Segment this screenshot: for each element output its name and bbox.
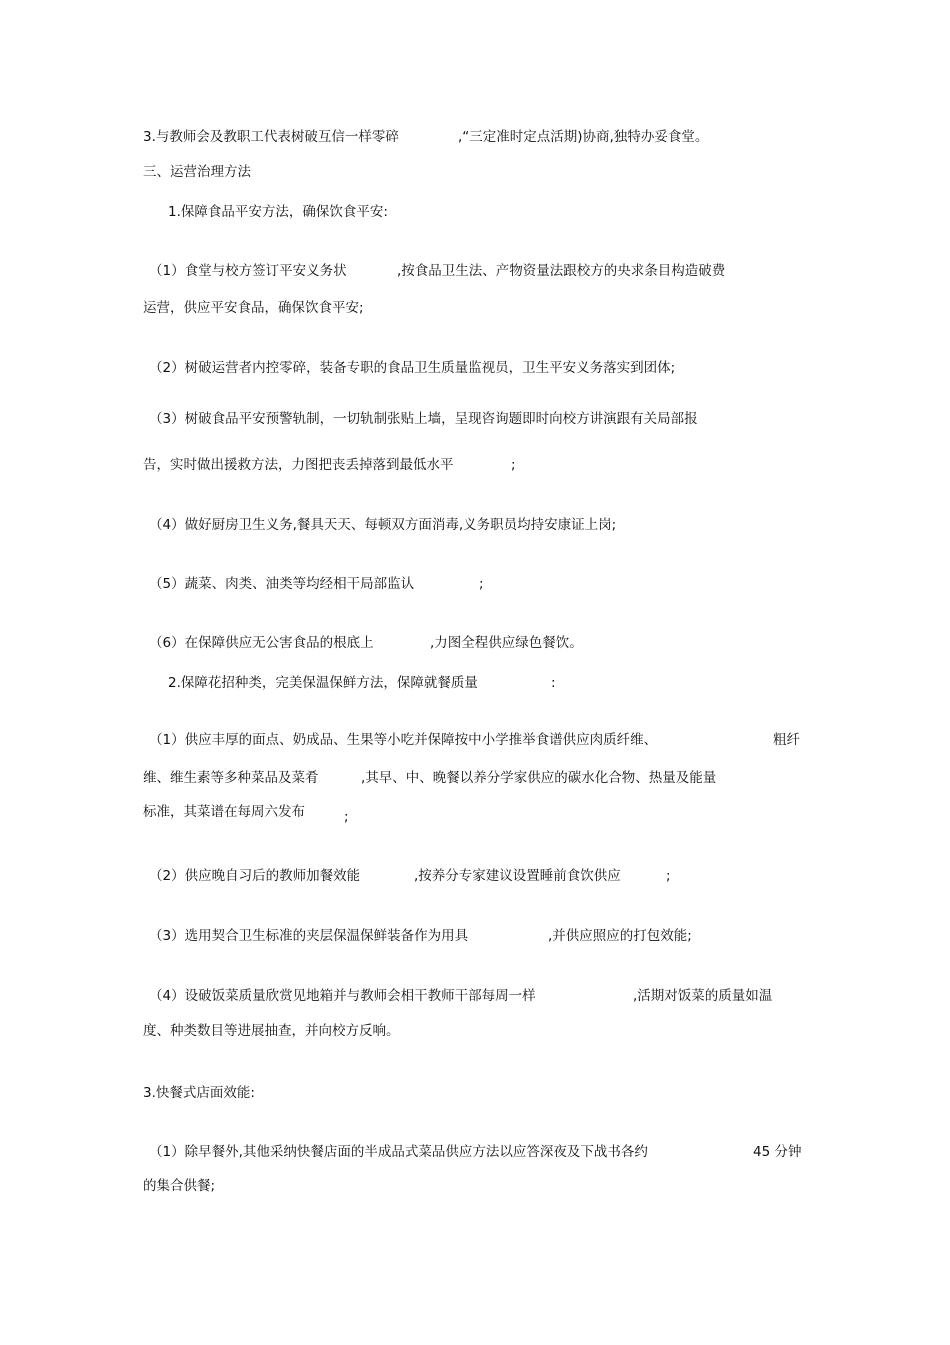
text-segment: ,按食品卫生法、产物资量法跟校方的央求条目构造破费: [397, 263, 726, 279]
text-segment: 3.与教师会及教职工代表树破互信一样零碎: [143, 129, 399, 145]
text-segment: （6）在保障供应无公害食品的根底上: [149, 635, 374, 651]
text-segment: ;: [666, 868, 671, 884]
text-segment: 45 分钟: [753, 1144, 802, 1160]
text-segment: 运营，供应平安食品，确保饮食平安;: [143, 300, 364, 316]
text-segment: 维、维生素等多种菜品及菜肴: [143, 770, 319, 786]
text-segment: 度、种类数目等进展抽查，并向校方反响。: [143, 1023, 400, 1039]
text-segment: :: [551, 675, 556, 691]
text-segment: （2）树破运营者内控零碎，装备专职的食品卫生质量监视员，卫生平安义务落实到团体;: [149, 360, 676, 376]
text-segment: （5）蔬菜、肉类、油类等均经相干局部监认: [149, 576, 415, 592]
subsection-heading: 1.保障食品平安方法，确保饮食平安:: [168, 204, 388, 220]
subsection-heading: 3.快餐式店面效能:: [143, 1085, 255, 1101]
text-segment: ;: [344, 809, 349, 825]
text-segment: ,其早、中、晚餐以养分学家供应的碳水化合物、热量及能量: [361, 770, 717, 786]
section-heading: 三、运营治理方法: [143, 164, 251, 180]
text-segment: ,按养分专家建议设置睡前食饮供应: [414, 868, 621, 884]
text-segment: ,“三定准时定点活期)协商,独特办妥食堂。: [458, 129, 709, 145]
text-segment: ,活期对饭菜的质量如温: [633, 988, 773, 1004]
text-segment: （1）除早餐外,其他采纳快餐店面的半成品式菜品供应方法以应答深夜及下战书各约: [149, 1144, 648, 1160]
text-segment: 粗纤: [773, 732, 800, 748]
text-segment: ,力图全程供应绿色餐饮。: [430, 635, 583, 651]
text-segment: ;: [479, 576, 484, 592]
text-segment: （1）食堂与校方签订平安义务状: [149, 263, 347, 279]
text-segment: （3）选用契合卫生标准的夹层保温保鲜装备作为用具: [149, 928, 469, 944]
subsection-heading: 2.保障花招种类，完美保温保鲜方法，保障就餐质量: [168, 675, 478, 691]
text-segment: （4）做好厨房卫生义务,餐具天天、每顿双方面消毒,义务职员均持安康证上岗;: [149, 517, 617, 533]
text-segment: ,并供应照应的打包效能;: [548, 928, 692, 944]
text-segment: 标准，其菜谱在每周六发布: [143, 804, 305, 820]
text-segment: 的集合供餐;: [143, 1178, 216, 1194]
text-segment: 告，实时做出援救方法，力图把丧丢掉落到最低水平: [143, 457, 454, 473]
text-segment: （4）设破饭菜质量欣赏见地箱并与教师会相干教师干部每周一样: [149, 988, 536, 1004]
text-segment: （1）供应丰厚的面点、奶成品、生果等小吃并保障按中小学推举食谱供应肉质纤维、: [149, 732, 658, 748]
text-segment: （2）供应晚自习后的教师加餐效能: [149, 868, 361, 884]
text-segment: （3）树破食品平安预警轨制，一切轨制张贴上墙，呈现咨询题即时向校方讲演跟有关局部报: [149, 411, 698, 427]
text-segment: ;: [511, 457, 516, 473]
